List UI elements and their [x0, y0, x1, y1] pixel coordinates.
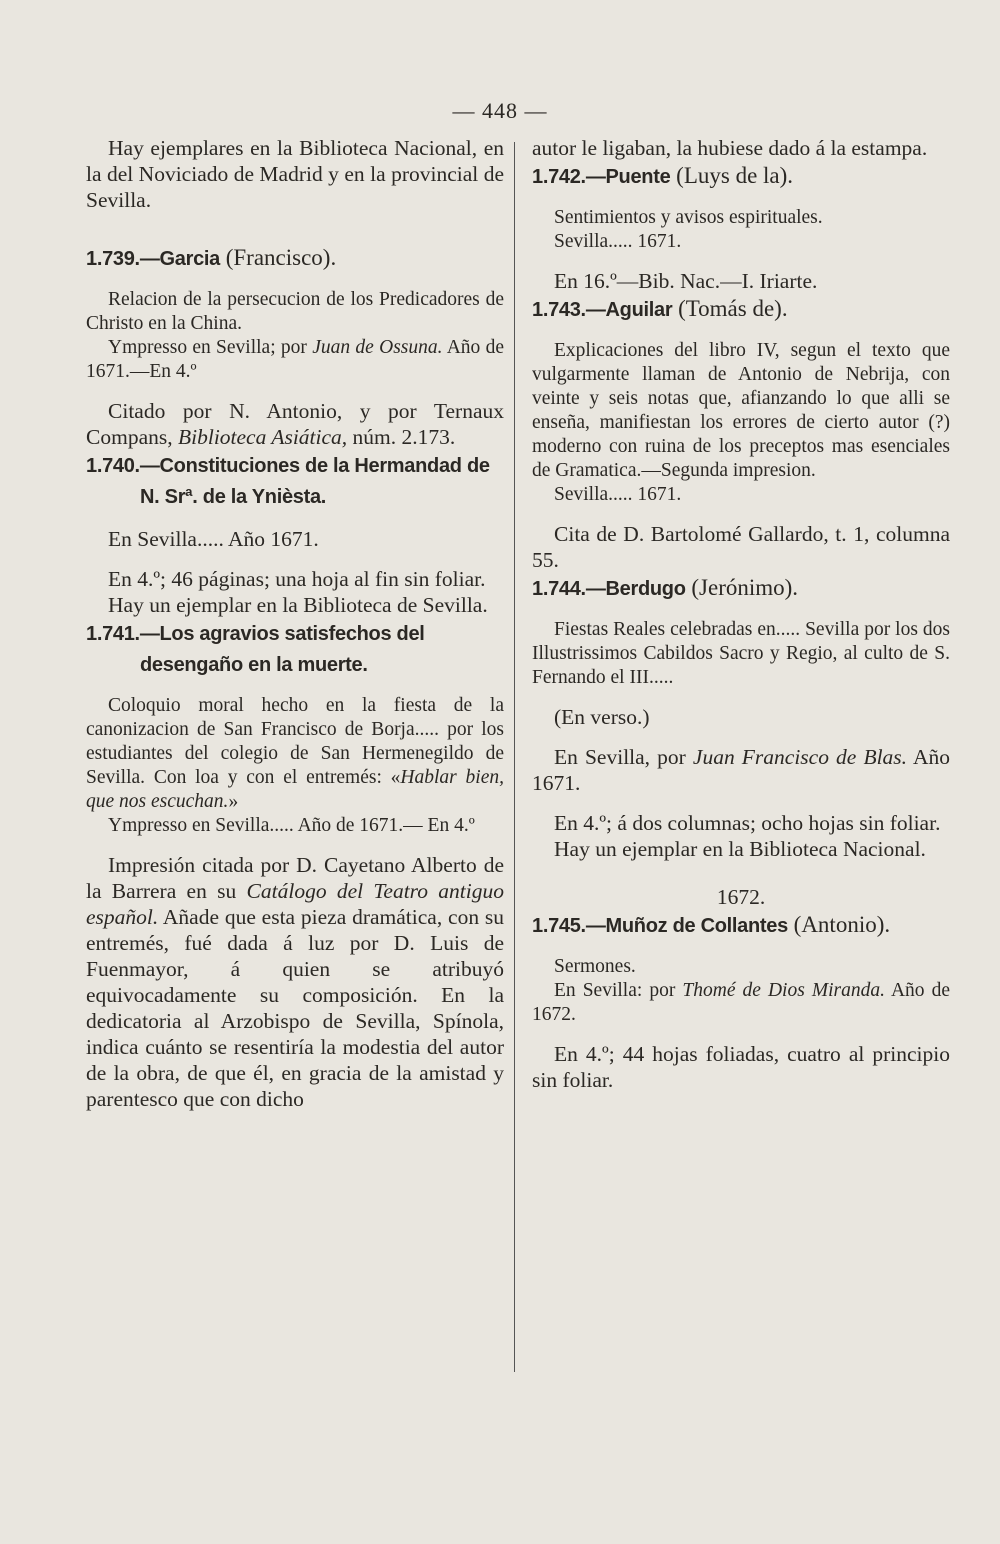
- title-text: »: [228, 791, 239, 812]
- entry-heading-1745: [532, 910, 950, 941]
- entry-title: Sentimientos y avisos espirituales.: [554, 207, 823, 228]
- entry-description: En 4.º; 44 hojas foliadas, cuatro al principio sin foliar.: [532, 1042, 950, 1092]
- entry-author: —Constituciones de la Hermandad de N. Srª. de la Ynièsta.: [139, 455, 490, 508]
- title-text: Coloquio moral hecho en la fiesta de la canonizacion de San Francisco de Borja..... por los estudiantes del colegio de San Hermenegildo de Sevilla. Con loa y con el entremés: «: [86, 695, 504, 788]
- entry-heading-1743: [532, 294, 950, 325]
- entry-imprint: Sevilla..... 1671.: [554, 484, 682, 505]
- entry-imprint: En Sevilla..... Año 1671.: [108, 527, 319, 551]
- entry-copies: Hay un ejemplar en la Biblioteca de Sevilla.: [108, 593, 488, 617]
- title-entremes: Hablar bien, que nos escuchan.: [86, 767, 504, 812]
- entry-citation: Cita de D. Bartolomé Gallardo, t. 1, columna 55.: [532, 522, 950, 572]
- page-number: — 448 —: [452, 98, 548, 123]
- column-divider: [514, 142, 515, 1372]
- entry-number: 1.739.: [86, 248, 140, 270]
- entry-author-given: (Jerónimo).: [685, 575, 799, 600]
- citation-text: Citado por N. Antonio, y por Ternaux Compans,: [86, 399, 504, 449]
- imprint-text: Año de 1671.—En 4.º: [86, 337, 504, 382]
- imprint-text: Año de 1672.: [532, 980, 951, 1025]
- entry-title: Relacion de la persecucion de los Predicadores de Christo en la China.: [86, 289, 504, 334]
- entry-author: —Los agravios satisfechos del desengaño en la muerte.: [139, 623, 425, 676]
- entry-description: En 16.º—Bib. Nac.—I. Iriarte.: [554, 269, 818, 293]
- note-work: Catálogo del Teatro antiguo español.: [86, 879, 504, 929]
- citation-work: Biblioteca Asiática,: [177, 425, 348, 449]
- entry-number: 1.744.: [532, 578, 586, 600]
- imprint-text: Ympresso en Sevilla; por: [108, 337, 313, 358]
- entry-note: [86, 852, 504, 1112]
- entry-imprint: [86, 336, 504, 384]
- entry-description: En 4.º; á dos columnas; ocho hojas sin foliar.: [554, 811, 941, 835]
- entry-author-given: (Tomás de).: [672, 296, 788, 321]
- entry-title: Explicaciones del libro IV, segun el texto que vulgarmente llaman de Antonio de Nebrija, con veinte y seis notas que, afianzando lo que alli se enseña, manifiestan los errores de cierto autor (?) moderno con ruina de los preceptos mas esenciales de Gramatica.—Segunda impresion.: [532, 340, 950, 481]
- entry-imprint: [532, 979, 950, 1027]
- note-text: Impresión citada por D. Cayetano Alberto de la Barrera en su: [86, 853, 504, 903]
- entry-imprint: [532, 744, 950, 796]
- entry-heading-1742: [532, 161, 950, 192]
- note-text: Añade que esta pieza dramática, con su entremés, fué dada á luz por D. Luis de Fuenmayor, á quien se atribuyó equivocadamente su composición. En la dedicatoria al Arzobispo de Sevilla, Spínola, indica cuánto se resentiría la modestia del autor de la obra, de que él, en gracia de la amistad y parentesco que con dicho: [86, 905, 504, 1111]
- left-column: [86, 135, 504, 1112]
- right-column: [532, 135, 950, 1093]
- imprint-printer: Juan Francisco de Blas.: [692, 745, 908, 769]
- entry-number: 1.741.: [86, 623, 140, 645]
- entry-imprint: Ympresso en Sevilla..... Año de 1671.— En 4.º: [108, 815, 475, 836]
- entry-number: 1.745.: [532, 915, 586, 937]
- continued-paragraph: autor le ligaban, la hubiese dado á la estampa.: [532, 136, 928, 160]
- entry-author: —Garcia: [139, 248, 220, 270]
- entry-heading-1741: [86, 618, 504, 680]
- imprint-text: En Sevilla, por: [554, 745, 693, 769]
- entry-number: 1.740.: [86, 455, 140, 477]
- imprint-text: En Sevilla: por: [554, 980, 683, 1001]
- entry-heading-1744: [532, 573, 950, 604]
- entry-copies: Hay un ejemplar en la Biblioteca Nacional.: [554, 837, 926, 861]
- entry-author: —Muñoz de Collantes: [585, 915, 788, 937]
- entry-description: En 4.º; 46 páginas; una hoja al fin sin foliar.: [108, 567, 486, 591]
- entry-verse-note: (En verso.): [554, 705, 650, 729]
- entry-author-given: (Antonio).: [787, 912, 891, 937]
- entry-heading-1740: [86, 450, 504, 512]
- entry-title: [86, 694, 504, 814]
- citation-text: núm. 2.173.: [347, 425, 456, 449]
- intro-paragraph: Hay ejemplares en la Biblioteca Nacional, en la del Noviciado de Madrid y en la provincial de Sevilla.: [86, 136, 504, 212]
- entry-number: 1.742.: [532, 166, 586, 188]
- entry-imprint: Sevilla..... 1671.: [554, 231, 682, 252]
- entry-author: —Aguilar: [585, 299, 673, 321]
- entry-title: Sermones.: [554, 956, 636, 977]
- entry-title: Fiestas Reales celebradas en..... Sevilla por los dos Illustrissimos Cabildos Sacro y Regio, al culto de S. Fernando el III.....: [532, 619, 950, 688]
- entry-author: —Puente: [585, 166, 671, 188]
- entry-number: 1.743.: [532, 299, 586, 321]
- entry-author: —Berdugo: [585, 578, 686, 600]
- entry-citation: [86, 398, 504, 450]
- entry-author-given: (Luys de la).: [670, 163, 794, 188]
- imprint-printer: Juan de Ossuna.: [312, 337, 443, 358]
- entry-author-given: (Francisco).: [219, 245, 337, 270]
- entry-heading-1739: [86, 243, 504, 274]
- year-heading: 1672.: [716, 885, 766, 909]
- imprint-text: Año 1671.: [532, 745, 950, 795]
- imprint-printer: Thomé de Dios Miranda.: [682, 980, 885, 1001]
